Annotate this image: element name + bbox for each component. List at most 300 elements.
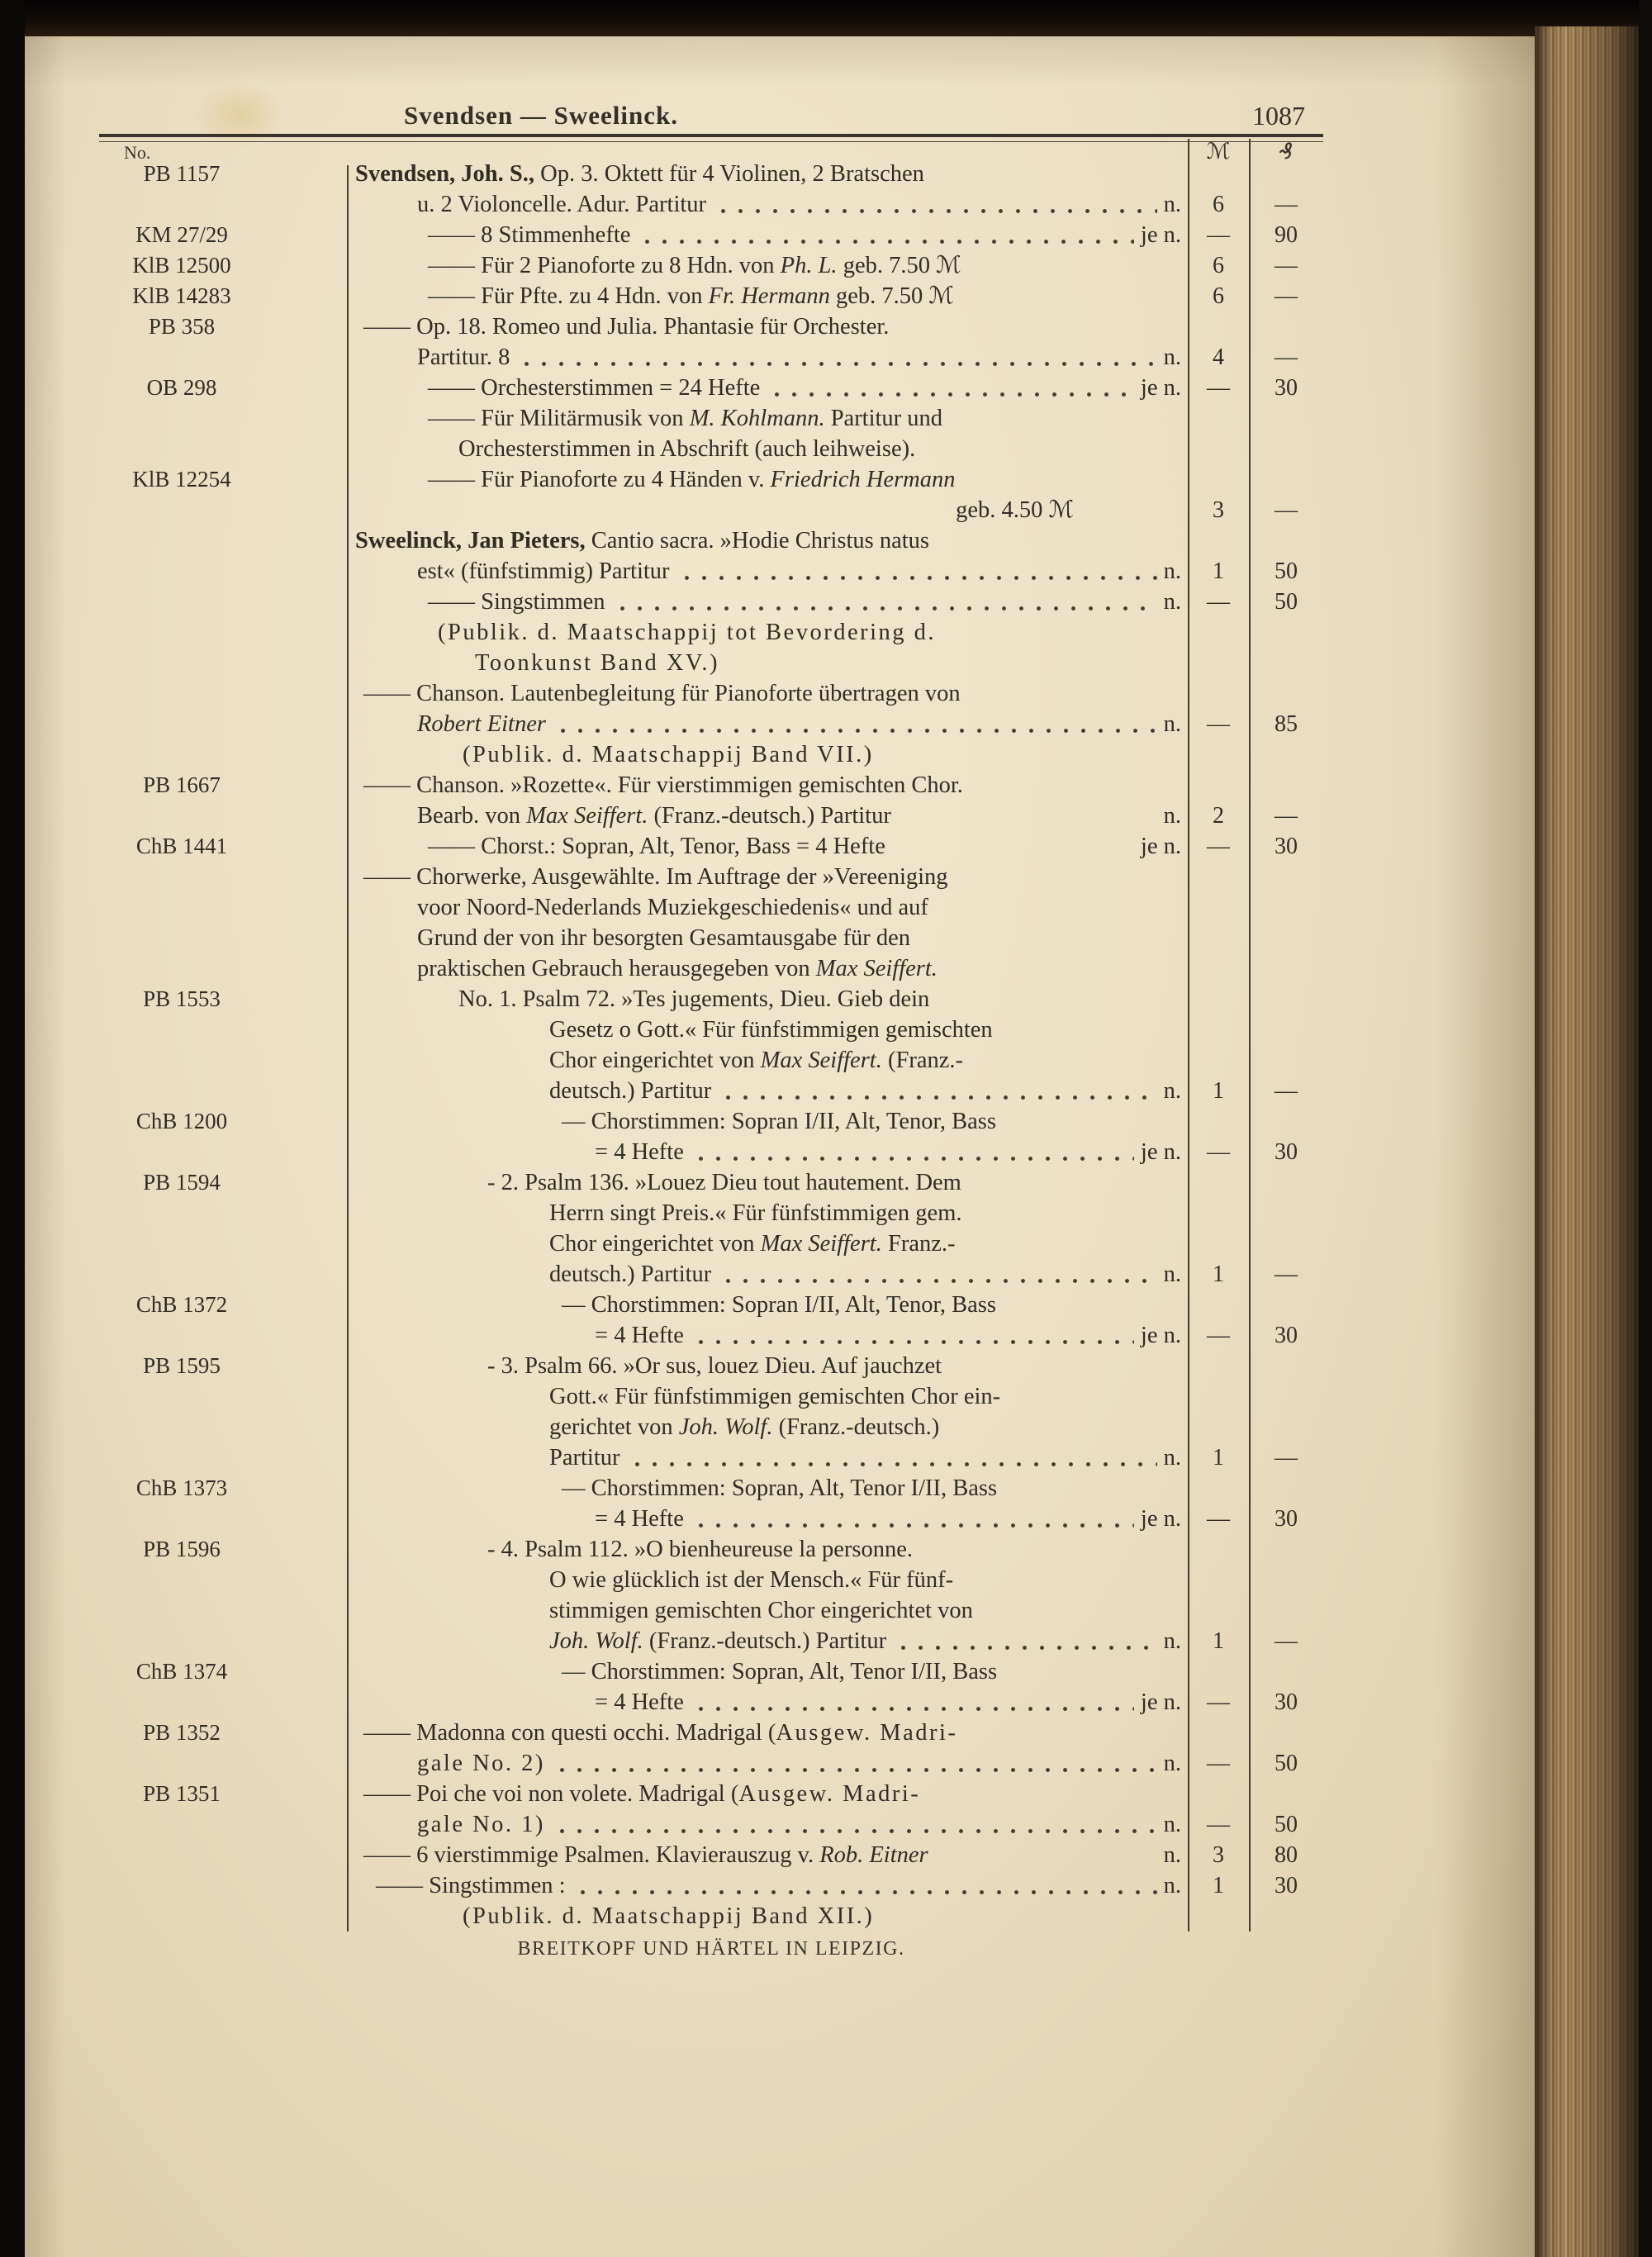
text-segment: Partitur <box>549 1445 620 1471</box>
entry-line <box>355 1656 1188 1687</box>
text-segment: —— Madonna con questi occhi. Madrigal ( <box>363 1720 776 1746</box>
entry-line <box>355 1626 1188 1656</box>
text-segment: geb. 7.50 <box>829 283 929 309</box>
entry-line <box>355 678 1188 709</box>
price-pfennig: 50 <box>1275 1812 1298 1837</box>
catalog-entry <box>99 1779 1323 1840</box>
text-segment: —— Für Pfte. zu 4 Hdn. von <box>428 283 709 309</box>
entry-text <box>355 1167 1188 1290</box>
entry-line <box>355 1473 1188 1504</box>
price-unit-label: je n. <box>1140 1323 1181 1348</box>
catalog-entry <box>99 1167 1323 1290</box>
text-segment: Chor eingerichtet von <box>549 1048 761 1073</box>
catalog-entries <box>99 159 1323 1932</box>
entry-text <box>355 831 1188 862</box>
page-header-title: Svendsen — Sweelinck. <box>404 101 678 130</box>
text-segment: Svendsen, Joh. S., <box>355 161 534 187</box>
entry-text <box>355 1901 1188 1932</box>
column-header-no: No. <box>124 142 151 163</box>
entry-text <box>355 1351 1188 1473</box>
text-segment: —— 6 vierstimmige Psalmen. Klavierauszug v. <box>363 1842 820 1868</box>
text-segment: - 3. Psalm 66. »Or sus, louez Dieu. Auf jauchzet <box>487 1353 942 1379</box>
catalog-number: ChB 1374 <box>135 1659 228 1684</box>
catalog-entry <box>99 862 1323 984</box>
column-header-mark: ℳ <box>1206 139 1231 164</box>
entry-text <box>355 250 1188 281</box>
text-segment: Sweelinck, Jan Pieters, <box>355 528 586 554</box>
price-pfennig: 30 <box>1275 1139 1298 1165</box>
entry-line <box>355 1718 1188 1748</box>
catalog-number: PB 1596 <box>143 1537 221 1561</box>
text-segment: —— Chorwerke, Ausgewählte. Im Auftrage der »Vereeniging <box>363 864 948 890</box>
price-mark: 6 <box>1213 283 1224 309</box>
price-pfennig: 50 <box>1275 558 1298 584</box>
price-pfennig: 30 <box>1275 1873 1298 1898</box>
text-segment: Max Seiffert. <box>760 1048 882 1073</box>
leader-gap <box>891 801 1164 831</box>
text-segment: voor Noord-Nederlands Muziekgeschiedenis« und auf <box>417 895 928 920</box>
price-pfennig: 30 <box>1275 375 1298 401</box>
catalog-number: KlB 12500 <box>132 253 231 278</box>
text-segment: Chor eingerichtet von <box>549 1231 761 1257</box>
entry-line <box>355 739 1188 770</box>
catalog-entry <box>99 1473 1323 1534</box>
price-pfennig: 30 <box>1275 834 1298 859</box>
entry-text <box>355 220 1188 250</box>
text-segment: deutsch.) Partitur <box>549 1262 712 1287</box>
price-pfennig: — <box>1275 1262 1298 1287</box>
entry-text <box>355 311 1188 373</box>
text-segment: = 4 Hefte <box>595 1323 684 1348</box>
text-segment: —— Für Militärmusik von <box>428 406 690 431</box>
entry-line <box>355 525 1188 556</box>
book-cover-right <box>1639 0 1652 2257</box>
catalog-entry <box>99 984 1323 1106</box>
text-segment: Ausgew. Madri- <box>776 1720 958 1746</box>
text-segment: Franz.- <box>881 1231 956 1257</box>
entry-text <box>355 587 1188 617</box>
entry-text <box>355 403 1188 464</box>
dot-leader <box>691 1320 1134 1351</box>
text-segment: gale No. 2) <box>417 1751 545 1776</box>
price-unit-label: n. <box>1163 192 1181 217</box>
entry-text <box>355 464 1188 525</box>
price-pfennig: 50 <box>1275 589 1298 615</box>
dot-leader <box>637 220 1134 250</box>
price-mark: — <box>1207 1812 1230 1837</box>
text-segment: ℳ <box>928 283 954 309</box>
entry-line <box>355 953 1188 984</box>
price-pfennig: — <box>1275 1628 1298 1654</box>
catalog-entry <box>99 831 1323 862</box>
leader-gap <box>928 1840 1164 1870</box>
text-segment: —— Für 2 Pianoforte zu 8 Hdn. von <box>428 253 781 278</box>
catalog-entry <box>99 1718 1323 1779</box>
entry-line <box>355 1014 1188 1045</box>
text-segment: (Franz.-deutsch.) Partitur <box>648 803 891 829</box>
text-segment: - 2. Psalm 136. »Louez Dieu tout hautement. Dem <box>487 1170 961 1195</box>
price-unit-label: n. <box>1163 558 1181 584</box>
entry-line <box>355 403 1188 434</box>
catalog-entry <box>99 587 1323 617</box>
entry-line <box>355 862 1188 892</box>
catalog-number: ChB 1372 <box>135 1292 228 1317</box>
text-segment: Friedrich Hermann <box>770 467 956 492</box>
entry-line <box>355 556 1188 587</box>
entry-line <box>355 434 1188 464</box>
catalog-number: PB 1594 <box>143 1170 221 1195</box>
catalog-number: KM 27/29 <box>135 222 228 247</box>
price-pfennig: 50 <box>1275 1751 1298 1776</box>
text-segment: Bearb. von <box>417 803 527 829</box>
price-mark: 1 <box>1213 558 1224 584</box>
dot-leader <box>676 556 1157 587</box>
entry-line <box>355 1901 1188 1932</box>
catalog-entry <box>99 617 1323 678</box>
entry-text <box>355 373 1188 403</box>
dot-leader <box>691 1687 1134 1718</box>
price-mark: — <box>1207 375 1230 401</box>
entry-text <box>355 678 1188 739</box>
catalog-entry <box>99 525 1323 587</box>
catalog-entry <box>99 1656 1323 1718</box>
entry-line <box>355 159 1188 189</box>
dot-leader <box>612 587 1157 617</box>
price-unit-label: n. <box>1163 344 1181 370</box>
price-pfennig: 30 <box>1275 1689 1298 1715</box>
entry-text <box>355 1290 1188 1351</box>
text-segment: (Publik. d. Maatschappij Band XII.) <box>463 1903 875 1929</box>
column-header-pfennig: ₰ <box>1279 139 1294 164</box>
dot-leader <box>893 1626 1156 1656</box>
price-mark: — <box>1207 589 1230 615</box>
price-unit-label: je n. <box>1140 222 1181 248</box>
entry-line <box>355 1748 1188 1779</box>
text-segment: —— Für Pianoforte zu 4 Händen v. <box>428 467 771 492</box>
catalog-number: PB 1351 <box>143 1781 221 1806</box>
entry-line <box>355 1687 1188 1718</box>
price-unit-label: n. <box>1163 1873 1181 1898</box>
entry-line <box>355 1870 1188 1901</box>
entry-text <box>355 525 1188 587</box>
book-cover-top <box>0 0 1652 38</box>
catalog-number: OB 298 <box>146 375 217 400</box>
price-unit-label: je n. <box>1140 375 1181 401</box>
catalog-entry <box>99 1840 1323 1870</box>
catalog-number: ChB 1373 <box>135 1475 228 1500</box>
entry-line <box>355 373 1188 403</box>
entry-line <box>355 189 1188 220</box>
table-top-rule <box>99 134 1323 142</box>
entry-line <box>355 1106 1188 1137</box>
price-mark: 4 <box>1213 344 1224 370</box>
catalog-entry <box>99 1534 1323 1656</box>
dot-leader <box>691 1504 1134 1534</box>
text-segment: - 4. Psalm 112. »O bienheureuse la personne. <box>487 1537 913 1562</box>
text-segment: (Publik. d. Maatschappij tot Bevordering d. <box>438 620 937 645</box>
price-mark: — <box>1207 711 1230 737</box>
catalog-number: KlB 14283 <box>132 283 231 308</box>
entry-text <box>355 1779 1188 1840</box>
text-segment: u. 2 Violoncelle. Adur. Partitur <box>417 192 707 217</box>
price-mark: 6 <box>1213 192 1224 217</box>
text-segment: Rob. Eitner <box>819 1842 928 1868</box>
entry-line <box>355 1809 1188 1840</box>
text-segment: Joh. Wolf. <box>549 1628 643 1654</box>
price-unit-label: je n. <box>1140 834 1181 859</box>
price-mark: — <box>1207 1323 1230 1348</box>
entry-line <box>355 250 1188 281</box>
catalog-entry <box>99 220 1323 250</box>
catalog-number: ChB 1441 <box>135 834 228 858</box>
entry-line <box>355 495 1188 525</box>
dot-leader <box>691 1137 1134 1167</box>
price-unit-label: je n. <box>1140 1139 1181 1165</box>
price-mark: — <box>1207 1689 1230 1715</box>
price-mark: 6 <box>1213 253 1224 278</box>
catalog-entry <box>99 281 1323 311</box>
text-segment: —— 8 Stimmenhefte <box>428 222 631 248</box>
dot-leader <box>572 1870 1157 1901</box>
price-mark: 2 <box>1213 803 1224 829</box>
price-mark: 1 <box>1213 1628 1224 1654</box>
entry-line <box>355 1779 1188 1809</box>
price-pfennig: — <box>1275 344 1298 370</box>
entry-line <box>355 1351 1188 1381</box>
catalog-entry <box>99 1351 1323 1473</box>
entry-line <box>355 464 1188 495</box>
entry-line <box>355 311 1188 342</box>
entry-line <box>355 1442 1188 1473</box>
text-segment: —— Singstimmen : <box>376 1873 566 1898</box>
entry-line <box>355 1565 1188 1595</box>
price-pfennig: — <box>1275 1445 1298 1471</box>
catalog-number: PB 1595 <box>143 1353 221 1378</box>
text-segment: Max Seiffert. <box>526 803 648 829</box>
catalog-number: PB 1553 <box>143 986 221 1011</box>
entry-text <box>355 1534 1188 1656</box>
entry-text <box>355 1870 1188 1901</box>
catalog-entry <box>99 739 1323 770</box>
entry-text <box>355 1656 1188 1718</box>
text-segment: Cantio sacra. »Hodie Christus natus <box>585 528 929 554</box>
price-pfennig: 85 <box>1275 711 1298 737</box>
price-pfennig: — <box>1275 1078 1298 1104</box>
entry-text <box>355 1106 1188 1167</box>
text-segment: Gott.« Für fünfstimmigen gemischten Chor ein- <box>549 1384 1001 1409</box>
text-segment: Op. 3. Oktett für 4 Violinen, 2 Bratschen <box>534 161 924 187</box>
text-segment: (Publik. d. Maatschappij Band VII.) <box>463 742 874 767</box>
price-mark: — <box>1207 1506 1230 1532</box>
catalog-entry <box>99 373 1323 403</box>
text-segment: (Franz.-deutsch.) <box>772 1414 940 1440</box>
price-mark: — <box>1207 1139 1230 1165</box>
dot-leader <box>627 1442 1157 1473</box>
price-mark: 1 <box>1213 1445 1224 1471</box>
page-number: 1087 <box>1252 101 1305 131</box>
price-unit-label: n. <box>1163 1842 1181 1868</box>
price-pfennig: 30 <box>1275 1323 1298 1348</box>
text-segment: Orchesterstimmen in Abschrift (auch leihweise). <box>458 436 916 462</box>
entry-text <box>355 862 1188 984</box>
entry-line <box>355 1076 1188 1106</box>
text-segment: — Chorstimmen: Sopran, Alt, Tenor I/II, Bass <box>562 1659 998 1684</box>
price-mark: 1 <box>1213 1262 1224 1287</box>
text-segment: Partitur. 8 <box>417 344 510 370</box>
catalog-number: ChB 1200 <box>135 1109 228 1133</box>
price-mark: 1 <box>1213 1873 1224 1898</box>
catalog-entry <box>99 1901 1323 1932</box>
text-segment: Robert Eitner <box>417 711 546 737</box>
text-segment: (Franz.-deutsch.) Partitur <box>643 1628 887 1654</box>
entry-text <box>355 984 1188 1106</box>
price-mark: 1 <box>1213 1078 1224 1104</box>
catalog-entry <box>99 1106 1323 1167</box>
dot-leader <box>718 1076 1156 1106</box>
entry-line <box>355 1534 1188 1565</box>
price-pfennig: 80 <box>1275 1842 1298 1868</box>
catalog-number: PB 1352 <box>143 1720 221 1745</box>
catalog-entry <box>99 403 1323 464</box>
text-segment: — Chorstimmen: Sopran I/II, Alt, Tenor, Bass <box>562 1292 996 1318</box>
entry-line <box>355 281 1188 311</box>
price-unit-label: n. <box>1163 1445 1181 1471</box>
text-segment: est« (fünfstimmig) Partitur <box>417 558 670 584</box>
text-segment: —— Orchesterstimmen = 24 Hefte <box>428 375 761 401</box>
entry-line <box>355 1840 1188 1870</box>
price-unit-label: n. <box>1163 1628 1181 1654</box>
catalog-number: KlB 12254 <box>132 467 231 492</box>
text-segment: = 4 Hefte <box>595 1689 684 1715</box>
text-segment: Toonkunst Band XV.) <box>475 650 719 676</box>
text-segment: geb. 4.50 <box>956 497 1049 523</box>
text-segment: stimmigen gemischten Chor eingerichtet von <box>549 1598 973 1623</box>
text-segment: deutsch.) Partitur <box>549 1078 712 1104</box>
text-segment: —— Op. 18. Romeo und Julia. Phantasie für Orchester. <box>363 314 890 340</box>
dot-leader <box>552 1748 1157 1779</box>
text-segment: = 4 Hefte <box>595 1506 684 1532</box>
catalog-entry <box>99 1290 1323 1351</box>
publisher-footer: BREITKOPF UND HÄRTEL IN LEIPZIG. <box>517 1938 905 1960</box>
entry-line <box>355 1045 1188 1076</box>
price-mark: — <box>1207 1751 1230 1776</box>
text-segment: O wie glücklich ist der Mensch.« Für fünf- <box>549 1567 954 1593</box>
dot-leader <box>552 1809 1157 1840</box>
text-segment: —— Poi che voi non volete. Madrigal ( <box>363 1781 739 1807</box>
entry-line <box>355 342 1188 373</box>
catalog-number: PB 1667 <box>143 772 221 797</box>
entry-line <box>355 1259 1188 1290</box>
entry-line <box>355 1412 1188 1442</box>
entry-line <box>355 648 1188 678</box>
text-segment: ℳ <box>1048 497 1074 523</box>
entry-line <box>355 1167 1188 1198</box>
text-segment: —— Chanson. »Rozette«. Für vierstimmigen gemischten Chor. <box>363 772 963 798</box>
price-unit-label: je n. <box>1140 1506 1181 1532</box>
leader-gap <box>885 831 1141 862</box>
price-mark: — <box>1207 222 1230 248</box>
text-segment: praktischen Gebrauch herausgegeben von <box>417 956 816 981</box>
entry-text <box>355 1840 1188 1870</box>
entry-line <box>355 1137 1188 1167</box>
dot-leader <box>767 373 1134 403</box>
catalog-entry <box>99 159 1323 220</box>
entry-text <box>355 1473 1188 1534</box>
text-segment: —— Chanson. Lautenbegleitung für Pianoforte übertragen von <box>363 681 961 706</box>
entry-line <box>355 587 1188 617</box>
entry-line <box>355 892 1188 923</box>
text-segment: geb. 7.50 <box>837 253 937 278</box>
text-segment: —— Singstimmen <box>428 589 605 615</box>
entry-text <box>355 770 1188 831</box>
price-unit-label: n. <box>1163 1812 1181 1837</box>
text-segment: Grund der von ihr besorgten Gesamtausgabe für den <box>417 925 911 951</box>
text-segment: Ph. L. <box>780 253 838 278</box>
price-pfennig: — <box>1275 803 1298 829</box>
text-segment: Fr. Hermann <box>708 283 830 309</box>
catalog-page <box>25 36 1535 2257</box>
entry-line <box>355 709 1188 739</box>
entry-line <box>355 1228 1188 1259</box>
page-stack-edge <box>1535 26 1640 2257</box>
dot-leader <box>713 189 1157 220</box>
gutter-shadow <box>0 0 25 2257</box>
running-head <box>99 101 1323 135</box>
text-segment: — Chorstimmen: Sopran I/II, Alt, Tenor, Bass <box>562 1109 996 1134</box>
text-segment: Max Seiffert. <box>760 1231 882 1257</box>
text-segment: Joh. Wolf. <box>678 1414 773 1440</box>
entry-text <box>355 739 1188 770</box>
price-pfennig: — <box>1275 192 1298 217</box>
entry-line <box>355 923 1188 953</box>
catalog-entry <box>99 770 1323 831</box>
price-unit-label: n. <box>1163 711 1181 737</box>
catalog-entry <box>99 464 1323 525</box>
text-segment: (Franz.- <box>881 1048 963 1073</box>
text-segment: Max Seiffert. <box>815 956 938 981</box>
entry-line <box>355 831 1188 862</box>
price-unit-label: n. <box>1163 803 1181 829</box>
text-segment: —— Chorst.: Sopran, Alt, Tenor, Bass = 4 Hefte <box>428 834 885 859</box>
price-mark: — <box>1207 834 1230 859</box>
text-segment: gerichtet von <box>549 1414 679 1440</box>
entry-text <box>355 159 1188 220</box>
price-unit-label: n. <box>1163 1262 1181 1287</box>
entry-line <box>355 1595 1188 1626</box>
dot-leader <box>718 1259 1156 1290</box>
catalog-entry <box>99 1870 1323 1901</box>
text-segment: gale No. 1) <box>417 1812 545 1837</box>
dot-leader <box>516 342 1156 373</box>
text-segment: Ausgew. Madri- <box>738 1781 921 1807</box>
text-segment: = 4 Hefte <box>595 1139 684 1165</box>
price-pfennig: — <box>1275 283 1298 309</box>
catalog-number: PB 1157 <box>143 161 221 186</box>
price-unit-label: n. <box>1163 589 1181 615</box>
catalog-table <box>99 134 1323 1943</box>
price-unit-label: n. <box>1163 1078 1181 1104</box>
catalog-number: PB 358 <box>148 314 216 339</box>
entry-text <box>355 617 1188 678</box>
price-mark: 3 <box>1213 1842 1224 1868</box>
text-segment: No. 1. Psalm 72. »Tes jugements, Dieu. Gieb dein <box>458 986 930 1012</box>
dot-leader <box>553 709 1157 739</box>
price-pfennig: — <box>1275 253 1298 278</box>
entry-line <box>355 1198 1188 1228</box>
entry-line <box>355 1504 1188 1534</box>
entry-line <box>355 1320 1188 1351</box>
price-mark: 3 <box>1213 497 1224 523</box>
